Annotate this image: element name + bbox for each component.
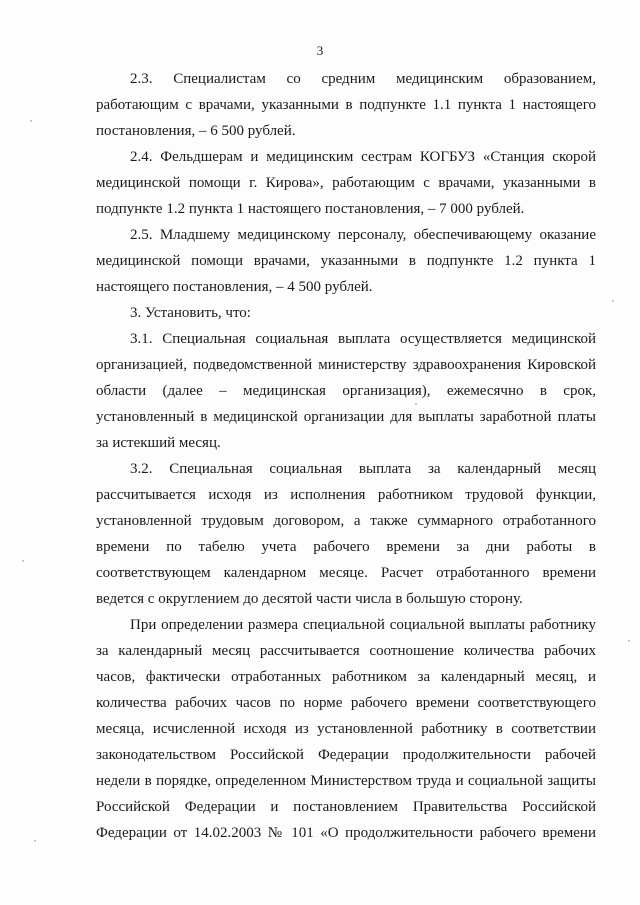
scan-speck [22, 560, 24, 562]
paragraph-2-4: 2.4. Фельдшерам и медицинским сестрам КОГБУЗ «Станция скорой медицинской помощи г. Кирова», работающим с врачами, указанными в подпункте 1.2 пункта 1 настоящего постановления, – 7 000 рублей. [96, 149, 596, 217]
scan-speck [415, 403, 417, 405]
paragraph-calculation: При определении размера специальной социальной выплаты работнику за календарный месяц рассчитывается соотношение количества рабочих часов, фактически отработанных работником за календарный месяц, и количества рабочих часов по норме рабочего времени соответствующего месяца, исчисленной исходя из установленной работнику в соответствии законодательством Российской Федерации продолжительности рабочей недели в порядке, определенном Министерством труда и социальной защиты Российской Федерации и постановлением Правительства Российской Федерации от 14.02.2003 № 101 «О продолжительности рабочего времени [96, 617, 596, 841]
paragraph-2-3: 2.3. Специалистам со средним медицинским образованием, работающим с врачами, указанными в подпункте 1.1 пункта 1 настоящего постановления, – 6 500 рублей. [96, 71, 596, 139]
paragraph-3-1: 3.1. Специальная социальная выплата осуществляется медицинской организацией, подведомственной министерству здравоохранения Кировской области (далее – медицинская организация), ежемесячно в срок, установленный в медицинской организации для выплаты заработной платы за истекший месяц. [96, 331, 596, 451]
scan-speck [612, 300, 614, 302]
paragraph-2-5: 2.5. Младшему медицинскому персоналу, обеспечивающему оказание медицинской помощи врачами, указанными в подпункте 1.2 пункта 1 настоящего постановления, – 4 500 рублей. [96, 227, 596, 295]
scan-speck [34, 840, 36, 842]
paragraph-3: 3. Установить, что: [130, 305, 251, 321]
scan-speck [30, 120, 32, 122]
paragraph-3-2: 3.2. Специальная социальная выплата за календарный месяц рассчитывается исходя из исполнения работником трудовой функции, установленной трудовым договором, а также суммарного отработанного времени по табелю учета рабочего времени за дни работы в соответствующем календарном месяце. Расчет отработанного времени ведется с округлением до десятой части числа в большую сторону. [96, 461, 596, 607]
document-body [96, 66, 596, 846]
scan-speck [628, 640, 630, 642]
page-number: 3 [316, 43, 324, 58]
